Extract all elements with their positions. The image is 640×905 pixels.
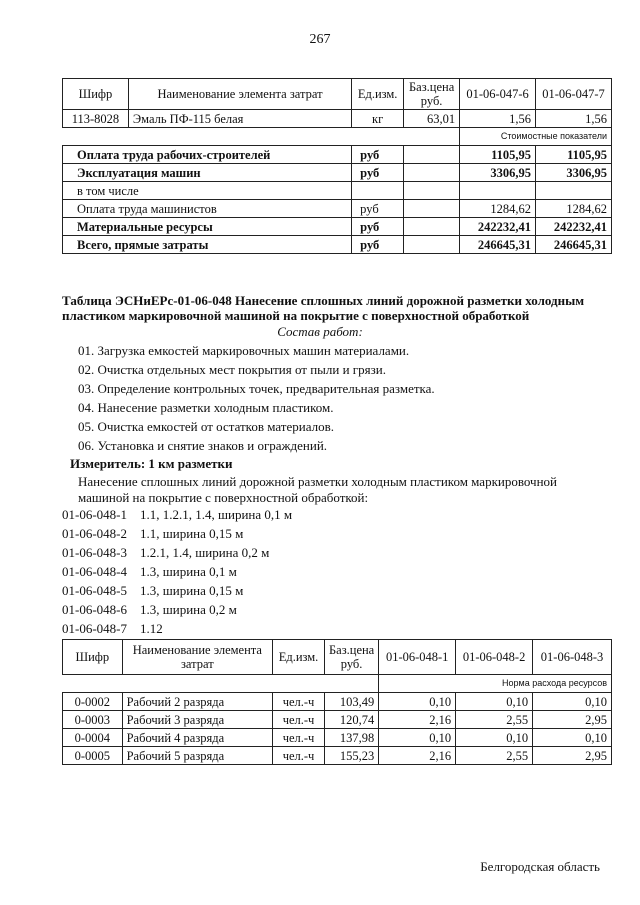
header-unit: Ед.изм. <box>273 640 325 675</box>
measure-unit: Измеритель: 1 км разметки <box>70 456 233 471</box>
page-number: 267 <box>309 32 331 47</box>
cell-value: 2,95 <box>533 711 612 729</box>
summary-row <box>63 236 612 254</box>
cell-value: 0,10 <box>533 693 612 711</box>
summary-unit: руб <box>352 236 404 254</box>
summary-unit: руб <box>352 164 404 182</box>
header-code: Шифр <box>63 640 123 675</box>
resource-norm-label: Норма расхода ресурсов <box>379 675 612 693</box>
variant-code: 01-06-048-5 <box>62 583 127 598</box>
cell-value: 2,55 <box>456 747 533 765</box>
summary-row <box>63 146 612 164</box>
table-header-row <box>63 640 612 675</box>
header-code: Шифр <box>63 79 129 110</box>
summary-name: Оплата труда машинистов <box>63 200 352 218</box>
cell-unit: чел.-ч <box>273 711 325 729</box>
table-row <box>63 747 612 765</box>
work-item: 01. Загрузка емкостей маркировочных машин материалами. <box>78 343 410 358</box>
work-heading: Состав работ: <box>277 324 363 339</box>
summary-unit: руб <box>352 200 404 218</box>
summary-value: 246645,31 <box>536 236 612 254</box>
summary-value: 1284,62 <box>536 200 612 218</box>
summary-row <box>63 182 612 200</box>
table-row <box>63 711 612 729</box>
work-item: 04. Нанесение разметки холодным пластиком. <box>78 400 334 415</box>
summary-unit: руб <box>352 218 404 236</box>
table-row <box>63 729 612 747</box>
cell-price: 63,01 <box>404 110 460 128</box>
variant-desc: 1.1, ширина 0,15 м <box>140 526 244 541</box>
subheader-row <box>63 128 612 146</box>
header-col-3: 01-06-048-3 <box>533 640 612 675</box>
table-header-row <box>63 79 612 110</box>
cell-value: 2,55 <box>456 711 533 729</box>
work-item: 02. Очистка отдельных мест покрытия от пыли и грязи. <box>78 362 386 377</box>
cell-price: 103,49 <box>324 693 378 711</box>
header-name: Наименование элемента затрат <box>122 640 272 675</box>
variant-code: 01-06-048-3 <box>62 545 127 560</box>
summary-row <box>63 218 612 236</box>
summary-value: 242232,41 <box>460 218 536 236</box>
cell-name: Рабочий 5 разряда <box>122 747 272 765</box>
cell-code: 0-0003 <box>63 711 123 729</box>
cell-unit: чел.-ч <box>273 693 325 711</box>
footer-region: Белгородская область <box>480 859 600 874</box>
cell-value: 0,10 <box>379 729 456 747</box>
summary-unit: руб <box>352 146 404 164</box>
cell-name: Рабочий 3 разряда <box>122 711 272 729</box>
cell-value: 2,16 <box>379 711 456 729</box>
description: Нанесение сплошных линий дорожной разметки холодным пластиком маркировочной машиной на покрытие с поверхностной обработкой: <box>78 474 558 505</box>
variant-desc: 1.1, 1.2.1, 1.4, ширина 0,1 м <box>140 507 293 522</box>
cell-name: Рабочий 2 разряда <box>122 693 272 711</box>
summary-name: в том числе <box>63 182 352 200</box>
cell-unit: кг <box>352 110 404 128</box>
cell-value: 1,56 <box>536 110 612 128</box>
cell-unit: чел.-ч <box>273 729 325 747</box>
table-row <box>63 693 612 711</box>
summary-row <box>63 164 612 182</box>
header-base-price: Баз.цена руб. <box>404 79 460 110</box>
variant-code: 01-06-048-7 <box>62 621 127 636</box>
summary-name: Всего, прямые затраты <box>63 236 352 254</box>
summary-value: 1105,95 <box>536 146 612 164</box>
header-base-price: Баз.цена руб. <box>324 640 378 675</box>
work-item: 05. Очистка емкостей от остатков материалов. <box>78 419 334 434</box>
cell-code: 113-8028 <box>63 110 129 128</box>
cell-price: 120,74 <box>324 711 378 729</box>
summary-row <box>63 200 612 218</box>
resource-table-048 <box>62 639 612 765</box>
variant-code: 01-06-048-4 <box>62 564 127 579</box>
cell-value: 2,95 <box>533 747 612 765</box>
header-unit: Ед.изм. <box>352 79 404 110</box>
variant-code: 01-06-048-2 <box>62 526 127 541</box>
cell-value: 0,10 <box>533 729 612 747</box>
cell-value: 0,10 <box>456 729 533 747</box>
header-col-1: 01-06-048-1 <box>379 640 456 675</box>
cell-price: 137,98 <box>324 729 378 747</box>
header-col-1: 01-06-047-6 <box>460 79 536 110</box>
summary-value: 3306,95 <box>460 164 536 182</box>
variant-desc: 1.3, ширина 0,1 м <box>140 564 237 579</box>
cell-value: 0,10 <box>456 693 533 711</box>
work-item: 03. Определение контрольных точек, предварительная разметка. <box>78 381 435 396</box>
cell-name: Эмаль ПФ-115 белая <box>128 110 351 128</box>
header-col-2: 01-06-047-7 <box>536 79 612 110</box>
summary-name: Материальные ресурсы <box>63 218 352 236</box>
header-col-2: 01-06-048-2 <box>456 640 533 675</box>
cell-code: 0-0004 <box>63 729 123 747</box>
variant-desc: 1.2.1, 1.4, ширина 0,2 м <box>140 545 270 560</box>
variant-desc: 1.12 <box>140 621 163 636</box>
cost-table-047 <box>62 78 612 254</box>
cell-unit: чел.-ч <box>273 747 325 765</box>
summary-value: 1105,95 <box>460 146 536 164</box>
cell-code: 0-0005 <box>63 747 123 765</box>
cell-price: 155,23 <box>324 747 378 765</box>
variant-code: 01-06-048-1 <box>62 507 127 522</box>
summary-value: 3306,95 <box>536 164 612 182</box>
summary-name: Оплата труда рабочих-строителей <box>63 146 352 164</box>
cell-code: 0-0002 <box>63 693 123 711</box>
header-name: Наименование элемента затрат <box>128 79 351 110</box>
cell-value: 2,16 <box>379 747 456 765</box>
cell-value: 0,10 <box>379 693 456 711</box>
cost-indicators-label: Стоимостные показатели <box>460 128 612 146</box>
variant-desc: 1.3, ширина 0,15 м <box>140 583 244 598</box>
summary-value: 1284,62 <box>460 200 536 218</box>
cell-name: Рабочий 4 разряда <box>122 729 272 747</box>
section-title: Таблица ЭСНиЕРс-01-06-048 Нанесение сплошных линий дорожной разметки холодным пластиком маркировочной машиной на покрытие с поверхностной обработкой <box>62 293 585 323</box>
work-item: 06. Установка и снятие знаков и ограждений. <box>78 438 328 453</box>
summary-value: 242232,41 <box>536 218 612 236</box>
subheader-row <box>63 675 612 693</box>
table-row <box>63 110 612 128</box>
summary-value: 246645,31 <box>460 236 536 254</box>
cell-value: 1,56 <box>460 110 536 128</box>
summary-name: Эксплуатация машин <box>63 164 352 182</box>
variant-code: 01-06-048-6 <box>62 602 127 617</box>
variant-desc: 1.3, ширина 0,2 м <box>140 602 237 617</box>
